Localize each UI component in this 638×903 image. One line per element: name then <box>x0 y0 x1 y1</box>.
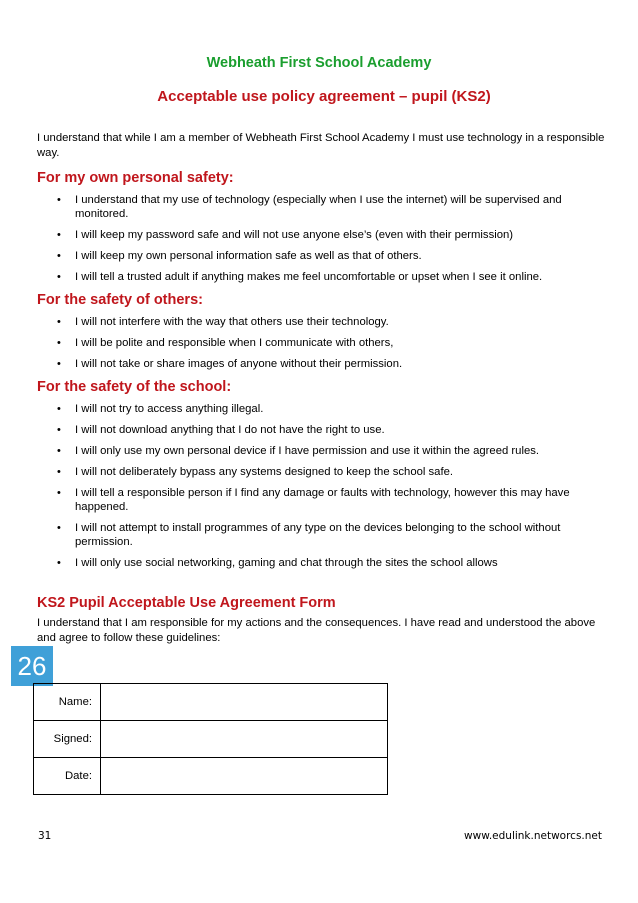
bullet-list <box>37 315 607 371</box>
bullet-icon: • <box>57 557 61 569</box>
section-heading: For the safety of the school: <box>37 379 232 395</box>
list-item <box>37 486 607 514</box>
bullet-icon: • <box>57 466 61 478</box>
list-item <box>37 444 607 458</box>
bullet-icon: • <box>57 271 61 283</box>
list-item-text: I will not take or share images of anyone without their permission. <box>75 358 403 370</box>
signature-table <box>33 683 388 795</box>
list-item-text: I will not download anything that I do not have the right to use. <box>75 424 385 436</box>
form-intro: I understand that I am responsible for my actions and the consequences. I have read and understood the above and agree to follow these guidelines: <box>37 617 596 644</box>
section-heading: For the safety of others: <box>37 292 203 308</box>
list-item-text: I will only use my own personal device if I have permission and use it within the agreed rules. <box>75 445 540 457</box>
table-row <box>34 758 388 795</box>
signed-field[interactable] <box>101 721 388 758</box>
list-item <box>37 228 607 242</box>
bullet-icon: • <box>57 445 61 457</box>
bullet-icon: • <box>57 194 61 206</box>
name-field[interactable] <box>101 684 388 721</box>
list-item <box>37 270 607 284</box>
bullet-icon: • <box>57 229 61 241</box>
section-safety-of-school <box>37 378 607 570</box>
page-number: 31 <box>38 830 52 842</box>
table-row <box>34 684 388 721</box>
list-item <box>37 423 607 437</box>
bullet-icon: • <box>57 358 61 370</box>
list-item-text: I will tell a responsible person if I find any damage or faults with technology, however this may have happened. <box>75 487 570 513</box>
table-row <box>34 721 388 758</box>
bullet-icon: • <box>57 316 61 328</box>
date-label: Date: <box>34 758 101 795</box>
date-field[interactable] <box>101 758 388 795</box>
school-name: Webheath First School Academy <box>206 55 432 71</box>
list-item-text: I will not deliberately bypass any systems designed to keep the school safe. <box>75 466 454 478</box>
list-item <box>37 521 607 549</box>
list-item-text: I will keep my own personal information safe as well as that of others. <box>75 250 422 262</box>
list-item-text: I will tell a trusted adult if anything makes me feel uncomfortable or upset when I see it online. <box>75 271 543 283</box>
section-safety-of-others <box>37 291 607 371</box>
bullet-list <box>37 402 607 570</box>
bullet-icon: • <box>57 403 61 415</box>
list-item <box>37 249 607 263</box>
list-item <box>37 336 607 350</box>
page-tab-badge: 26 <box>11 646 53 686</box>
list-item <box>37 193 607 221</box>
list-item <box>37 465 607 479</box>
form-heading: KS2 Pupil Acceptable Use Agreement Form <box>37 595 336 611</box>
section-personal-safety <box>37 169 607 284</box>
bullet-icon: • <box>57 487 61 499</box>
document-title: Acceptable use policy agreement – pupil (KS2) <box>157 88 491 105</box>
list-item <box>37 315 607 329</box>
intro-paragraph: I understand that while I am a member of Webheath First School Academy I must use technology in a responsible way. <box>37 132 605 159</box>
footer-website: www.edulink.networcs.net <box>464 830 602 842</box>
list-item-text: I will not try to access anything illegal. <box>75 403 264 415</box>
list-item <box>37 402 607 416</box>
bullet-icon: • <box>57 250 61 262</box>
policy-content <box>37 131 607 646</box>
bullet-icon: • <box>57 424 61 436</box>
bullet-icon: • <box>57 522 61 534</box>
bullet-icon: • <box>57 337 61 349</box>
signed-label: Signed: <box>34 721 101 758</box>
list-item-text: I will not interfere with the way that others use their technology. <box>75 316 389 328</box>
list-item-text: I understand that my use of technology (especially when I use the internet) will be supervised and monitored. <box>75 194 562 220</box>
list-item <box>37 357 607 371</box>
name-label: Name: <box>34 684 101 721</box>
list-item-text: I will not attempt to install programmes of any type on the devices belonging to the school without permission. <box>75 522 561 548</box>
bullet-list <box>37 193 607 284</box>
list-item <box>37 556 607 570</box>
list-item-text: I will be polite and responsible when I communicate with others, <box>75 337 394 349</box>
list-item-text: I will keep my password safe and will not use anyone else’s (even with their permission) <box>75 229 514 241</box>
section-heading: For my own personal safety: <box>37 170 234 186</box>
list-item-text: I will only use social networking, gaming and chat through the sites the school allows <box>75 557 498 569</box>
